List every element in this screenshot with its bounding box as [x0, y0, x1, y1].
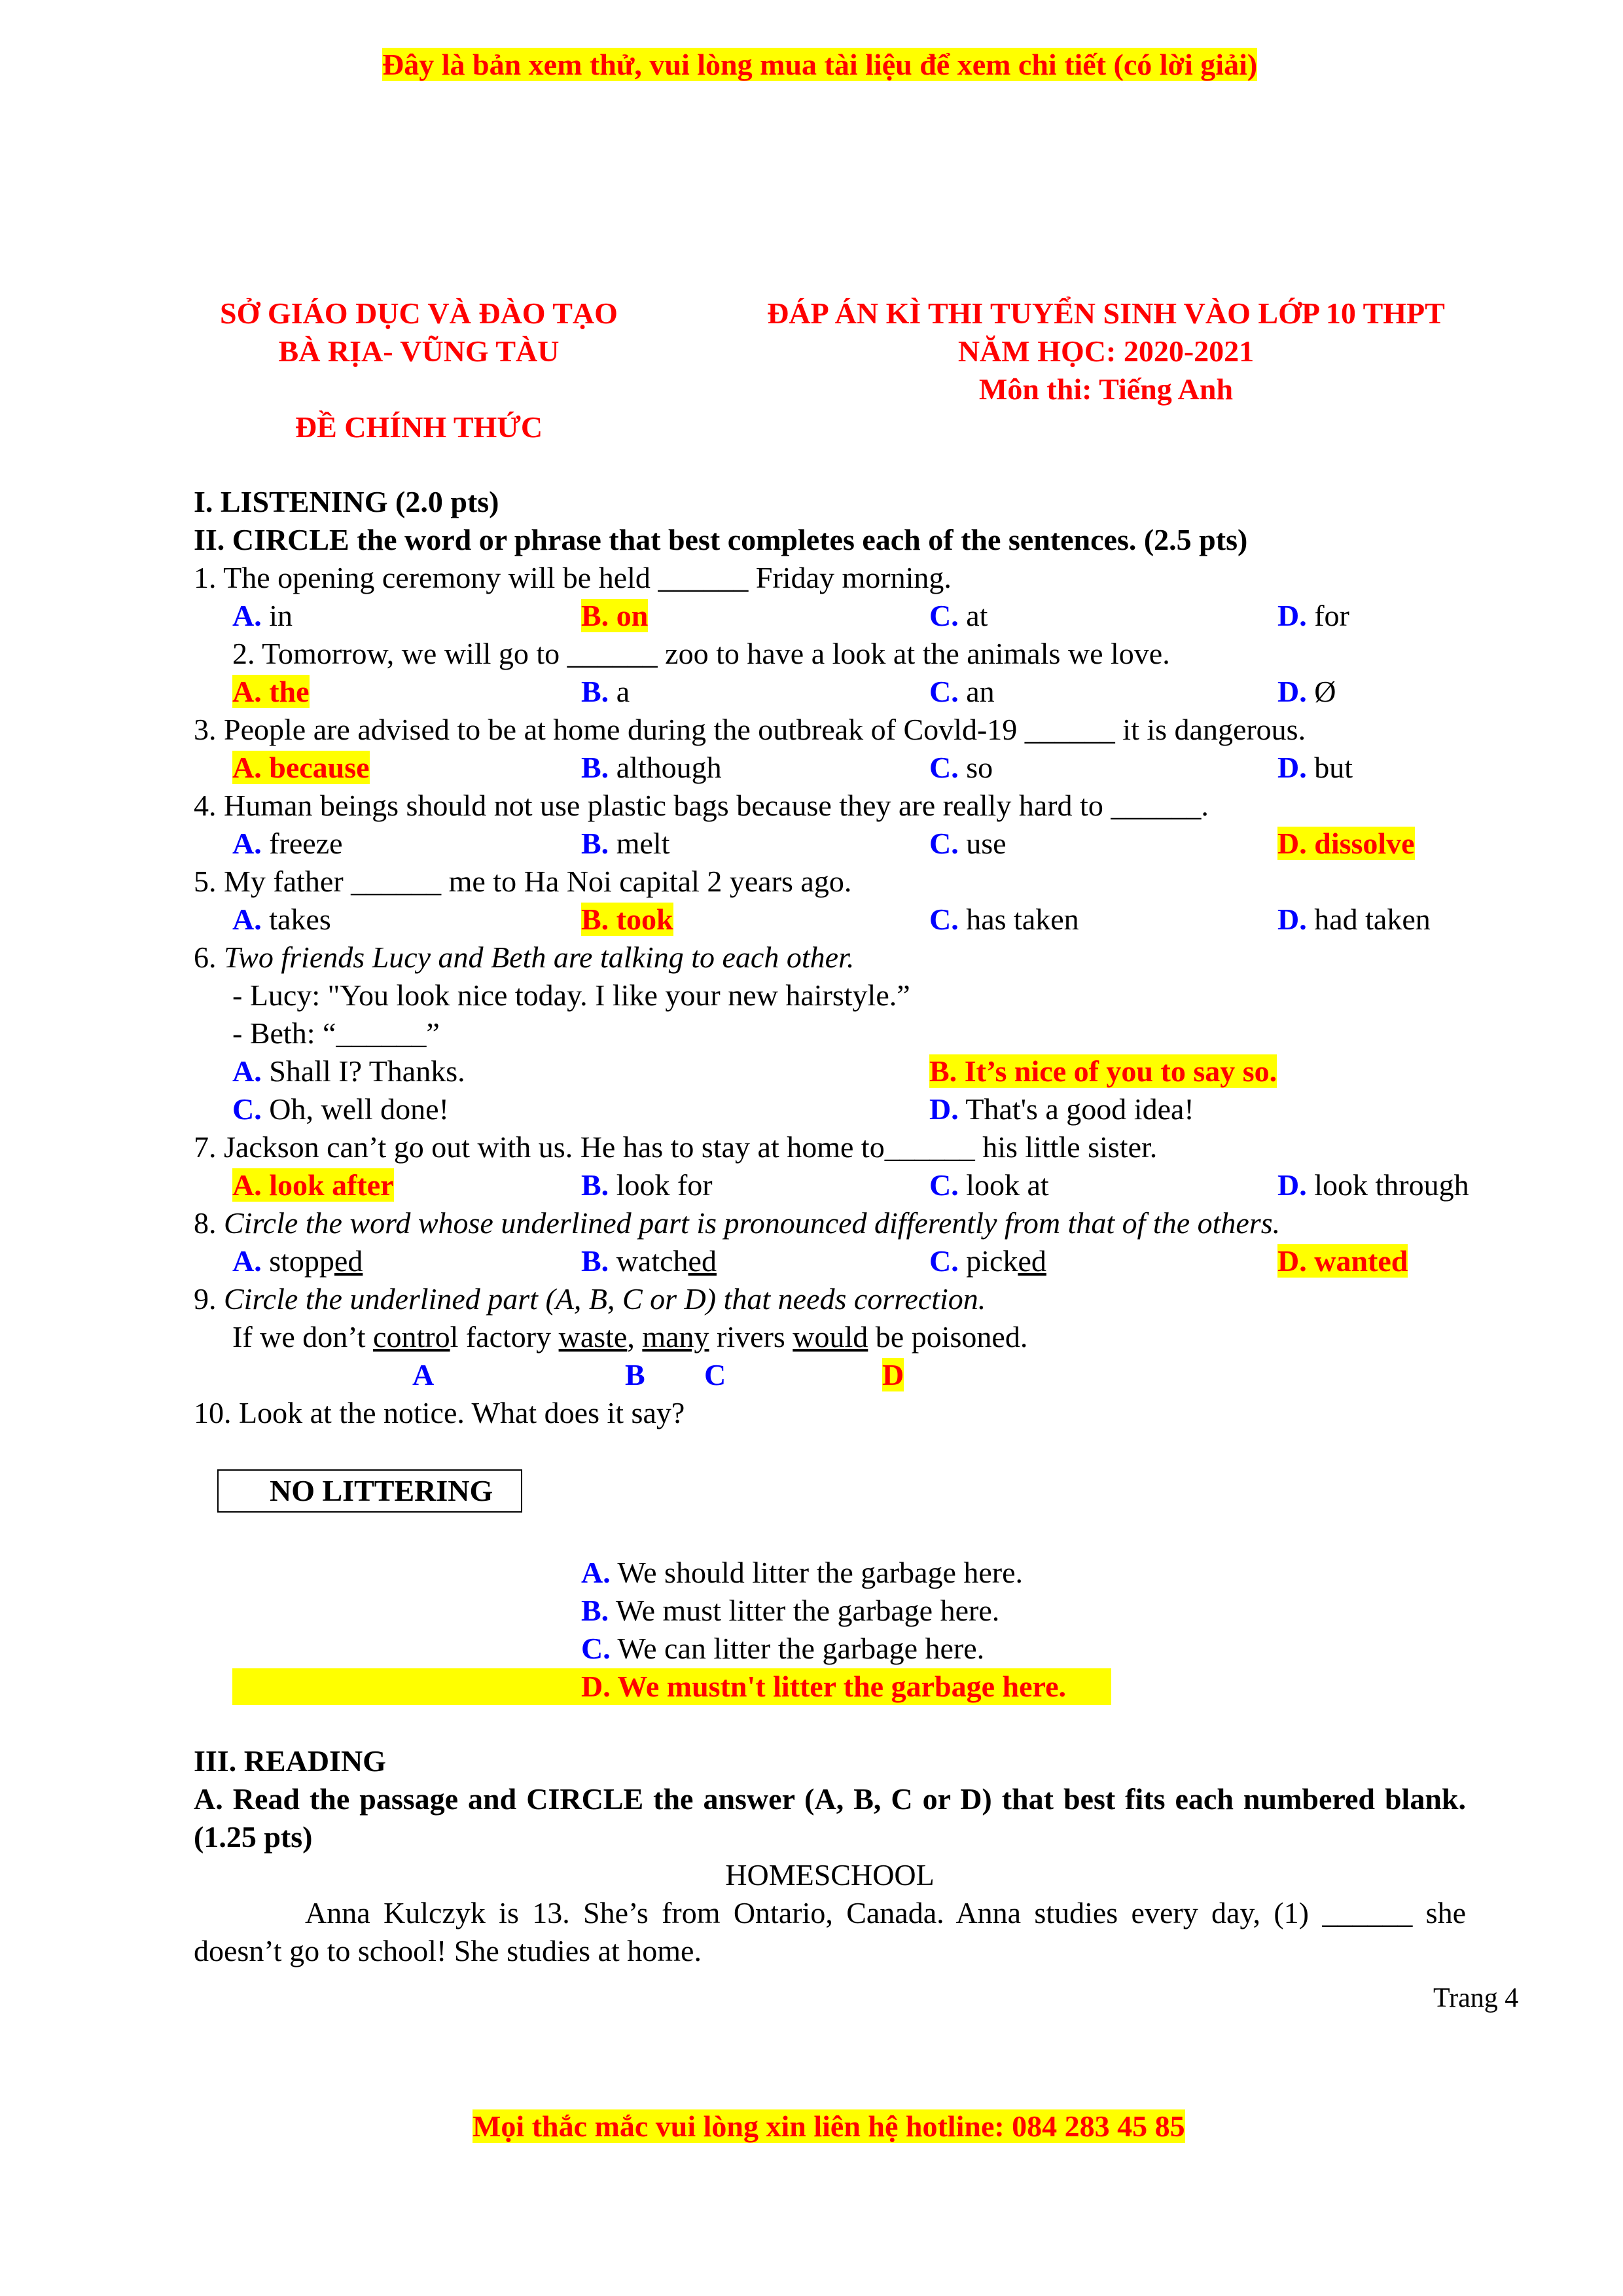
question-5-stem: 5. My father ______ me to Ha Noi capital 2 years ago.	[194, 865, 852, 898]
q5-option-d: D. had taken	[1277, 903, 1431, 936]
page-number: Trang 4	[1433, 1983, 1519, 2013]
q9-label-b: B	[625, 1358, 645, 1391]
q4-option-c: C. use	[929, 827, 1007, 860]
section-reading: III. READING	[194, 1744, 386, 1778]
q4-option-b: B. melt	[581, 827, 670, 860]
q3-option-d: D. but	[1277, 751, 1353, 784]
q2-option-a: A. the	[232, 675, 310, 708]
q9-label-c: C	[704, 1358, 726, 1391]
q7-option-d: D. look through	[1277, 1168, 1469, 1202]
header-right-line3: Môn thi: Tiếng Anh	[978, 372, 1234, 406]
q5-option-c: C. has taken	[929, 903, 1079, 936]
hotline-banner	[473, 2109, 1185, 2144]
preview-banner-text: Đây là bản xem thử, vui lòng mua tài liệu để xem chi tiết (có lời giải)	[382, 48, 1258, 81]
notice-box: NO LITTERING	[217, 1469, 522, 1513]
q3-option-c: C. so	[929, 751, 993, 784]
q1-option-b: B. on	[581, 599, 649, 632]
header-right-line2: NĂM HỌC: 2020-2021	[957, 334, 1255, 368]
passage-text: Anna Kulczyk is 13. She’s from Ontario, Canada. Anna studies every day, (1) ______ she doesn’t go to school! She studies at home.	[194, 1896, 1466, 1967]
header-right-line1: ĐÁP ÁN KÌ THI TUYỂN SINH VÀO LỚP 10 THPT	[767, 296, 1445, 330]
q1-option-c: C. at	[929, 599, 988, 632]
q2-option-b: B. a	[581, 675, 630, 708]
q10-option-c: C. We can litter the garbage here.	[581, 1632, 985, 1665]
question-7-stem: 7. Jackson can’t go out with us. He has to stay at home to______ his little sister.	[194, 1130, 1158, 1164]
hotline-banner-text: Mọi thắc mắc vui lòng xin liên hệ hotline: 084 283 45 85	[473, 2109, 1185, 2143]
q6-option-b: B. It’s nice of you to say so.	[929, 1054, 1277, 1088]
q10-option-d: D. We mustn't litter the garbage here.	[581, 1670, 1067, 1703]
q9-label-a: A	[412, 1358, 435, 1391]
preview-banner	[382, 47, 1257, 82]
section-listening: I. LISTENING (2.0 pts)	[194, 485, 499, 518]
q7-option-c: C. look at	[929, 1168, 1049, 1202]
question-9-stem: 9. Circle the underlined part (A, B, C or D) that needs correction.	[194, 1282, 986, 1316]
q1-option-a: A. in	[232, 599, 293, 632]
question-1-stem: 1. The opening ceremony will be held ______ Friday morning.	[194, 561, 952, 594]
q9-label-d: D	[882, 1358, 904, 1391]
q4-option-a: A. freeze	[232, 827, 343, 860]
q3-option-b: B. although	[581, 751, 722, 784]
header-left-line3: ĐỀ CHÍNH THỨC	[294, 410, 543, 444]
q6-beth-line: - Beth: “______”	[232, 1016, 440, 1050]
q3-option-a: A. because	[232, 751, 370, 784]
q10-option-a: A. We should litter the garbage here.	[581, 1556, 1024, 1589]
q2-option-d: D. Ø	[1277, 675, 1336, 708]
question-2-stem: 2. Tomorrow, we will go to ______ zoo to have a look at the animals we love.	[232, 637, 1170, 670]
q10-option-b: B. We must litter the garbage here.	[581, 1594, 1000, 1627]
question-10-stem: 10. Look at the notice. What does it say?	[194, 1396, 685, 1429]
q5-option-a: A. takes	[232, 903, 331, 936]
q8-option-a: A. stopped	[232, 1244, 363, 1278]
question-6-stem: 6. Two friends Lucy and Beth are talking to each other.	[194, 941, 855, 974]
q7-option-b: B. look for	[581, 1168, 713, 1202]
q8-option-b: B. watched	[581, 1244, 717, 1278]
q2-option-c: C. an	[929, 675, 995, 708]
question-4-stem: 4. Human beings should not use plastic bags because they are really hard to ______.	[194, 789, 1209, 822]
header-left-line1: SỞ GIÁO DỤC VÀ ĐÀO TẠO	[220, 296, 618, 330]
q1-option-d: D. for	[1277, 599, 1349, 632]
q6-lucy-line: - Lucy: "You look nice today. I like your new hairstyle.”	[232, 978, 910, 1012]
header-left-line2: BÀ RỊA- VŨNG TÀU	[278, 334, 560, 368]
q6-option-d: D. That's a good idea!	[929, 1092, 1194, 1126]
q7-option-a: A. look after	[232, 1168, 394, 1202]
q9-sentence: If we don’t control factory waste, many rivers would be poisoned.	[232, 1320, 1028, 1354]
question-8-stem: 8. Circle the word whose underlined part is pronounced differently from that of the others.	[194, 1206, 1281, 1240]
reading-a-instruction: A. Read the passage and CIRCLE the answer (A, B, C or D) that best fits each numbered blank. (1.25 pts)	[194, 1782, 1466, 1854]
section-circle: II. CIRCLE the word or phrase that best completes each of the sentences. (2.5 pts)	[194, 523, 1248, 556]
q4-option-d: D. dissolve	[1277, 827, 1415, 860]
q6-option-c: C. Oh, well done!	[232, 1092, 449, 1126]
q8-option-c: C. picked	[929, 1244, 1046, 1278]
q6-option-a: A. Shall I? Thanks.	[232, 1054, 465, 1088]
q5-option-b: B. took	[581, 903, 673, 936]
q8-option-d: D. wanted	[1277, 1244, 1408, 1278]
passage-title: HOMESCHOOL	[725, 1858, 935, 1892]
question-3-stem: 3. People are advised to be at home during the outbreak of Covld-19 ______ it is dangerous.	[194, 713, 1306, 746]
